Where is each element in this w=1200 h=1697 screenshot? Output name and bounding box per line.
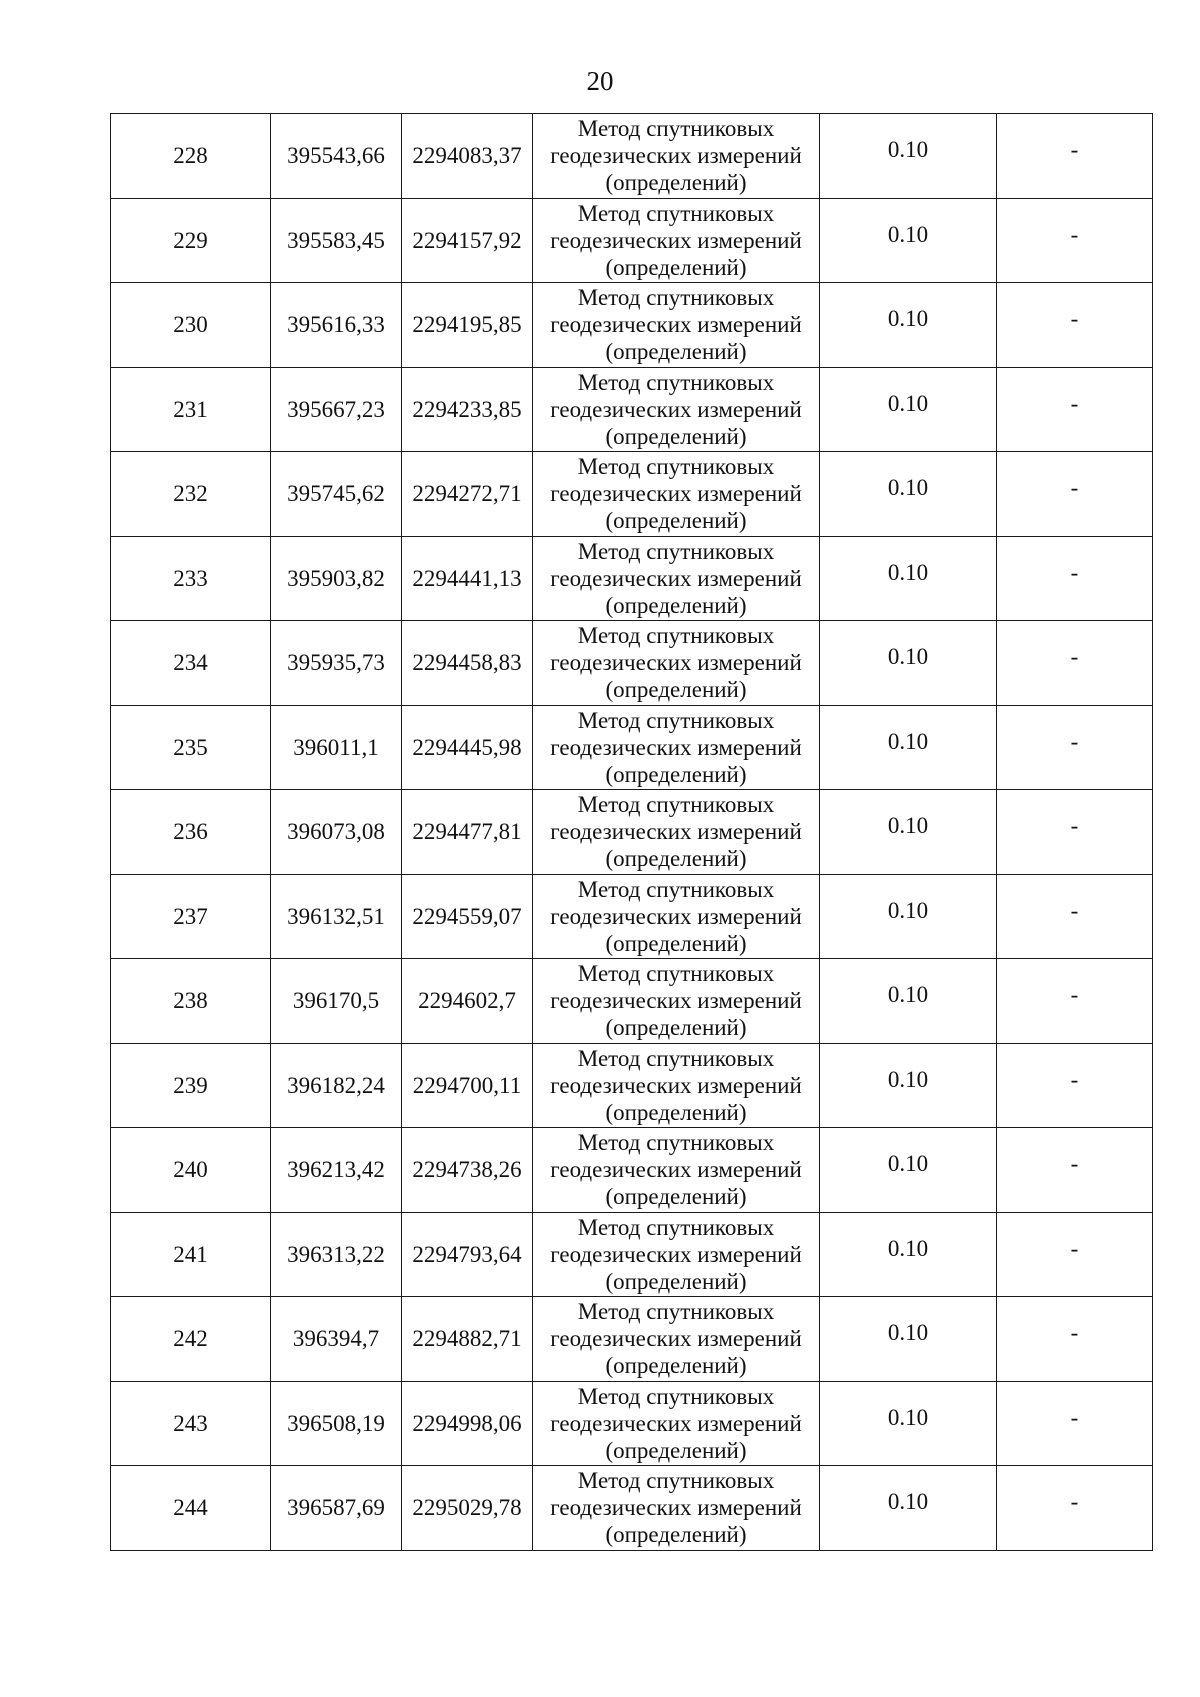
accuracy-cell [820, 283, 997, 368]
note-value: - [1070, 475, 1079, 501]
accuracy-value: 0.10 [887, 390, 929, 416]
point-number-cell: 242 [111, 1297, 271, 1382]
x-coordinate-cell: 395583,45 [271, 198, 402, 283]
method-line: (определений) [605, 1099, 747, 1125]
x-coordinate-cell: 396132,51 [271, 874, 402, 959]
method-line: (определений) [605, 930, 747, 956]
method-line: геодезических измерений [550, 396, 802, 422]
table-row [111, 1297, 1153, 1382]
point-number-cell: 229 [111, 198, 271, 283]
method-cell [533, 367, 820, 452]
accuracy-value: 0.10 [887, 728, 929, 754]
y-coordinate-cell: 2295029,78 [402, 1466, 533, 1551]
x-coordinate-cell: 395616,33 [271, 283, 402, 368]
accuracy-cell [820, 1381, 997, 1466]
accuracy-cell [820, 1297, 997, 1382]
y-coordinate-cell: 2294157,92 [402, 198, 533, 283]
note-cell [997, 621, 1153, 706]
accuracy-value: 0.10 [887, 1489, 929, 1515]
point-number-cell: 233 [111, 536, 271, 621]
accuracy-value: 0.10 [887, 1151, 929, 1177]
method-line: (определений) [605, 1437, 747, 1463]
note-value: - [1070, 644, 1079, 670]
point-number-cell: 232 [111, 452, 271, 537]
note-cell [997, 1128, 1153, 1213]
method-cell [533, 1297, 820, 1382]
method-cell [533, 621, 820, 706]
method-line: геодезических измерений [550, 227, 802, 253]
y-coordinate-cell: 2294882,71 [402, 1297, 533, 1382]
table-row [111, 959, 1153, 1044]
note-cell [997, 114, 1153, 199]
method-line: Метод спутниковых [577, 1383, 775, 1409]
accuracy-cell [820, 790, 997, 875]
accuracy-cell [820, 198, 997, 283]
x-coordinate-cell: 396170,5 [271, 959, 402, 1044]
note-value: - [1070, 559, 1079, 585]
method-cell [533, 536, 820, 621]
accuracy-value: 0.10 [887, 813, 929, 839]
accuracy-value: 0.10 [887, 1320, 929, 1346]
method-line: геодезических измерений [550, 1495, 802, 1521]
note-cell [997, 1297, 1153, 1382]
table-row [111, 874, 1153, 959]
method-line: геодезических измерений [550, 1072, 802, 1098]
method-cell [533, 1128, 820, 1213]
method-cell [533, 114, 820, 199]
y-coordinate-cell: 2294477,81 [402, 790, 533, 875]
point-number-cell: 236 [111, 790, 271, 875]
method-line: (определений) [605, 1015, 747, 1041]
method-line: геодезических измерений [550, 143, 802, 169]
method-line: геодезических измерений [550, 650, 802, 676]
x-coordinate-cell: 396587,69 [271, 1466, 402, 1551]
x-coordinate-cell: 395543,66 [271, 114, 402, 199]
accuracy-cell [820, 1466, 997, 1551]
y-coordinate-cell: 2294738,26 [402, 1128, 533, 1213]
accuracy-cell [820, 705, 997, 790]
note-value: - [1070, 306, 1079, 332]
method-line: Метод спутниковых [577, 792, 775, 818]
method-line: Метод спутниковых [577, 1299, 775, 1325]
accuracy-value: 0.10 [887, 221, 929, 247]
accuracy-cell [820, 1043, 997, 1128]
note-value: - [1070, 221, 1079, 247]
method-line: Метод спутниковых [577, 707, 775, 733]
y-coordinate-cell: 2294083,37 [402, 114, 533, 199]
method-line: геодезических измерений [550, 565, 802, 591]
accuracy-cell [820, 1128, 997, 1213]
table-row [111, 1043, 1153, 1128]
note-cell [997, 874, 1153, 959]
method-line: (определений) [605, 761, 747, 787]
method-line: геодезических измерений [550, 1410, 802, 1436]
method-cell [533, 874, 820, 959]
method-line: Метод спутниковых [577, 1214, 775, 1240]
table-row [111, 283, 1153, 368]
method-line: геодезических измерений [550, 1326, 802, 1352]
method-line: геодезических измерений [550, 734, 802, 760]
y-coordinate-cell: 2294445,98 [402, 705, 533, 790]
x-coordinate-cell: 396508,19 [271, 1381, 402, 1466]
y-coordinate-cell: 2294998,06 [402, 1381, 533, 1466]
accuracy-value: 0.10 [887, 644, 929, 670]
method-line: Метод спутниковых [577, 1045, 775, 1071]
method-cell [533, 1043, 820, 1128]
point-number-cell: 231 [111, 367, 271, 452]
accuracy-value: 0.10 [887, 559, 929, 585]
note-value: - [1070, 1066, 1079, 1092]
point-number-cell: 239 [111, 1043, 271, 1128]
note-cell [997, 790, 1153, 875]
table-row [111, 1381, 1153, 1466]
note-value: - [1070, 728, 1079, 754]
method-line: Метод спутниковых [577, 538, 775, 564]
x-coordinate-cell: 395935,73 [271, 621, 402, 706]
note-cell [997, 1466, 1153, 1551]
method-cell [533, 452, 820, 537]
note-value: - [1070, 1151, 1079, 1177]
x-coordinate-cell: 396011,1 [271, 705, 402, 790]
note-cell [997, 959, 1153, 1044]
method-cell [533, 1381, 820, 1466]
y-coordinate-cell: 2294793,64 [402, 1212, 533, 1297]
note-cell [997, 1381, 1153, 1466]
note-cell [997, 283, 1153, 368]
method-line: геодезических измерений [550, 312, 802, 338]
coordinates-table [110, 113, 1153, 1551]
method-line: (определений) [605, 423, 747, 449]
table-row [111, 1128, 1153, 1213]
method-line: геодезических измерений [550, 903, 802, 929]
accuracy-cell [820, 536, 997, 621]
note-value: - [1070, 390, 1079, 416]
x-coordinate-cell: 396394,7 [271, 1297, 402, 1382]
note-value: - [1070, 982, 1079, 1008]
table-row [111, 1466, 1153, 1551]
point-number-cell: 234 [111, 621, 271, 706]
y-coordinate-cell: 2294233,85 [402, 367, 533, 452]
accuracy-cell [820, 452, 997, 537]
note-cell [997, 1212, 1153, 1297]
note-cell [997, 705, 1153, 790]
note-value: - [1070, 813, 1079, 839]
method-line: Метод спутниковых [577, 454, 775, 480]
accuracy-value: 0.10 [887, 897, 929, 923]
method-line: геодезических измерений [550, 819, 802, 845]
accuracy-value: 0.10 [887, 1235, 929, 1261]
method-cell [533, 1466, 820, 1551]
method-line: геодезических измерений [550, 988, 802, 1014]
method-cell [533, 790, 820, 875]
accuracy-cell [820, 621, 997, 706]
accuracy-value: 0.10 [887, 1404, 929, 1430]
point-number-cell: 230 [111, 283, 271, 368]
x-coordinate-cell: 396213,42 [271, 1128, 402, 1213]
method-line: геодезических измерений [550, 1157, 802, 1183]
method-line: Метод спутниковых [577, 116, 775, 142]
note-cell [997, 1043, 1153, 1128]
y-coordinate-cell: 2294458,83 [402, 621, 533, 706]
table-row [111, 198, 1153, 283]
note-value: - [1070, 1404, 1079, 1430]
method-line: Метод спутниковых [577, 1468, 775, 1494]
accuracy-cell [820, 1212, 997, 1297]
x-coordinate-cell: 396182,24 [271, 1043, 402, 1128]
coordinates-table-body [111, 114, 1153, 1551]
y-coordinate-cell: 2294195,85 [402, 283, 533, 368]
method-line: Метод спутниковых [577, 200, 775, 226]
method-line: (определений) [605, 846, 747, 872]
point-number-cell: 241 [111, 1212, 271, 1297]
method-line: (определений) [605, 1184, 747, 1210]
note-cell [997, 198, 1153, 283]
method-line: (определений) [605, 1353, 747, 1379]
method-line: (определений) [605, 677, 747, 703]
x-coordinate-cell: 395745,62 [271, 452, 402, 537]
method-cell [533, 283, 820, 368]
method-line: (определений) [605, 1522, 747, 1548]
y-coordinate-cell: 2294441,13 [402, 536, 533, 621]
y-coordinate-cell: 2294272,71 [402, 452, 533, 537]
point-number-cell: 240 [111, 1128, 271, 1213]
method-line: геодезических измерений [550, 1241, 802, 1267]
accuracy-cell [820, 367, 997, 452]
table-row [111, 114, 1153, 199]
table-row [111, 367, 1153, 452]
point-number-cell: 237 [111, 874, 271, 959]
y-coordinate-cell: 2294559,07 [402, 874, 533, 959]
point-number-cell: 228 [111, 114, 271, 199]
x-coordinate-cell: 395903,82 [271, 536, 402, 621]
y-coordinate-cell: 2294700,11 [402, 1043, 533, 1128]
note-cell [997, 536, 1153, 621]
note-value: - [1070, 1235, 1079, 1261]
method-line: (определений) [605, 592, 747, 618]
note-cell [997, 452, 1153, 537]
point-number-cell: 238 [111, 959, 271, 1044]
table-row [111, 705, 1153, 790]
method-line: Метод спутниковых [577, 285, 775, 311]
note-cell [997, 367, 1153, 452]
note-value: - [1070, 1320, 1079, 1346]
table-row [111, 1212, 1153, 1297]
method-line: геодезических измерений [550, 481, 802, 507]
accuracy-cell [820, 874, 997, 959]
method-line: Метод спутниковых [577, 369, 775, 395]
table-row [111, 536, 1153, 621]
method-line: (определений) [605, 170, 747, 196]
accuracy-cell [820, 959, 997, 1044]
table-row [111, 452, 1153, 537]
accuracy-value: 0.10 [887, 475, 929, 501]
y-coordinate-cell: 2294602,7 [402, 959, 533, 1044]
accuracy-value: 0.10 [887, 306, 929, 332]
page-number: 20 [586, 66, 614, 96]
method-cell [533, 1212, 820, 1297]
method-line: Метод спутниковых [577, 1130, 775, 1156]
note-value: - [1070, 897, 1079, 923]
point-number-cell: 243 [111, 1381, 271, 1466]
method-cell [533, 959, 820, 1044]
x-coordinate-cell: 395667,23 [271, 367, 402, 452]
accuracy-value: 0.10 [887, 982, 929, 1008]
table-row [111, 621, 1153, 706]
table-row [111, 790, 1153, 875]
x-coordinate-cell: 396313,22 [271, 1212, 402, 1297]
method-line: (определений) [605, 1268, 747, 1294]
point-number-cell: 244 [111, 1466, 271, 1551]
method-line: Метод спутниковых [577, 961, 775, 987]
method-line: Метод спутниковых [577, 876, 775, 902]
method-line: (определений) [605, 339, 747, 365]
note-value: - [1070, 1489, 1079, 1515]
accuracy-value: 0.10 [887, 1066, 929, 1092]
note-value: - [1070, 137, 1079, 163]
point-number-cell: 235 [111, 705, 271, 790]
x-coordinate-cell: 396073,08 [271, 790, 402, 875]
method-line: Метод спутниковых [577, 623, 775, 649]
accuracy-value: 0.10 [887, 137, 929, 163]
method-cell [533, 198, 820, 283]
method-line: (определений) [605, 254, 747, 280]
method-line: (определений) [605, 508, 747, 534]
method-cell [533, 705, 820, 790]
accuracy-cell [820, 114, 997, 199]
